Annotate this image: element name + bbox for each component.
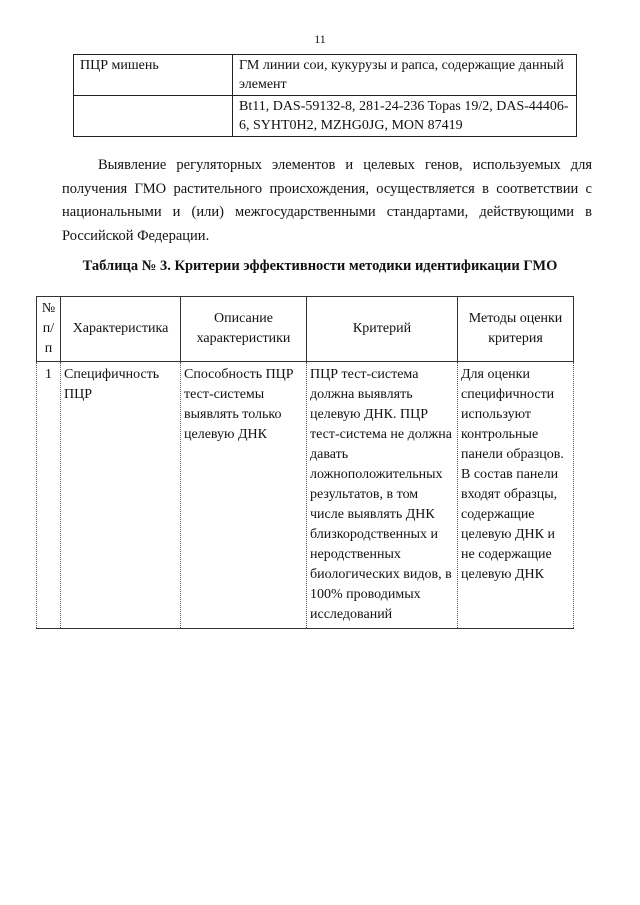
- pcr-target-table: [73, 54, 577, 137]
- empty-cell: [74, 96, 233, 137]
- pcr-target-value: ГМ линии сои, кукурузы и рапса, содержащие данный элемент: [233, 55, 577, 96]
- table-header-row: [37, 297, 574, 362]
- pcr-target-label: ПЦР мишень: [74, 55, 233, 96]
- criteria-table: [36, 296, 574, 629]
- row-characteristic: Специфичность ПЦР: [61, 362, 181, 629]
- header-characteristic: Характеристика: [61, 297, 181, 362]
- header-description: Описание характеристики: [181, 297, 307, 362]
- row-num: 1: [37, 362, 61, 629]
- header-methods: Методы оценки критерия: [458, 297, 574, 362]
- table-title: Таблица № 3. Критерии эффективности методики идентификации ГМО: [82, 258, 558, 274]
- header-criterion: Критерий: [307, 297, 458, 362]
- table-row: [74, 96, 577, 137]
- gm-lines-list: Bt11, DAS-59132-8, 281-24-236 Topas 19/2, DAS-44406-6, SYHT0H2, MZHG0JG, MON 87419: [233, 96, 577, 137]
- table-row: [74, 55, 577, 96]
- table-row: [37, 362, 574, 629]
- body-paragraph: Выявление регуляторных элементов и целевых генов, используемых для получения ГМО растительного происхождения, осуществляется в соответствии с национальными и (или) межгосударственными стандартами, действующими в Российской Федерации.: [62, 157, 592, 244]
- row-description: Способность ПЦР тест-системы выявлять только целевую ДНК: [181, 362, 307, 629]
- header-num: № п/п: [37, 297, 61, 362]
- row-methods: Для оценки специфичности используют контрольные панели образцов. В состав панели входят образцы, содержащие целевую ДНК и не содержащие целевую ДНК: [458, 362, 574, 629]
- page-number: 11: [314, 32, 326, 46]
- row-criterion: ПЦР тест-система должна выявлять целевую ДНК. ПЦР тест-система не должна давать ложноположительных результатов, в том числе выявлять ДНК близкородственных и неродственных биологических видов, в 100% проводимых исследований: [307, 362, 458, 629]
